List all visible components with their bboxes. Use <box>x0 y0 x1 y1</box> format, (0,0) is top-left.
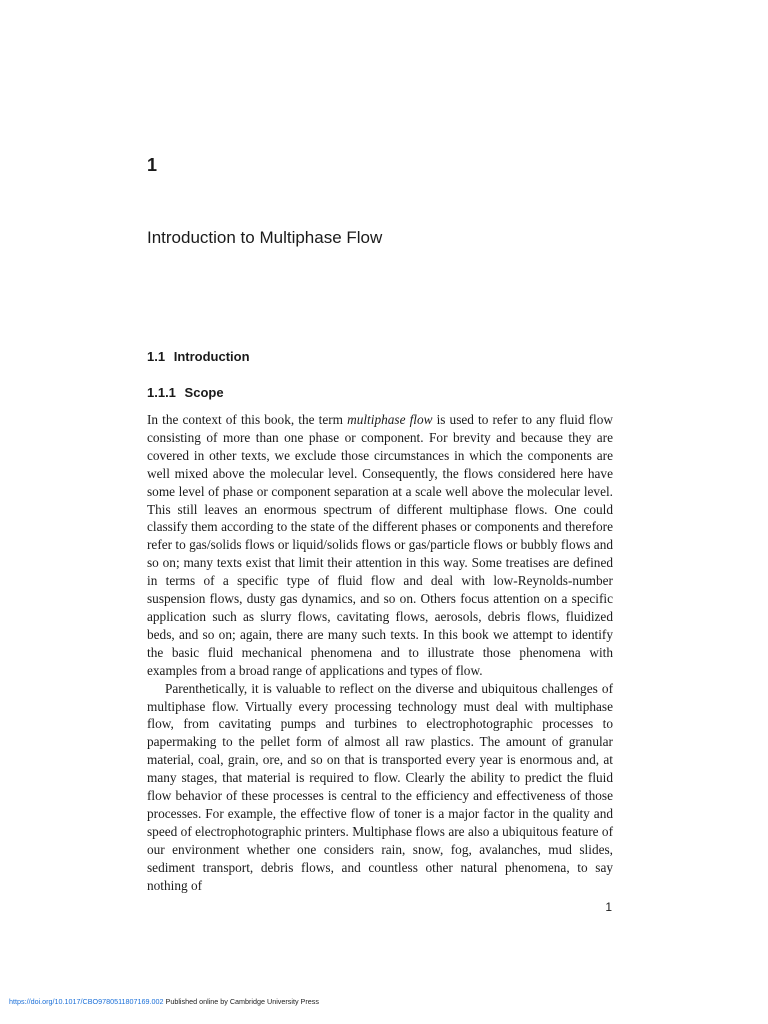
body-text <box>147 411 613 894</box>
paragraph-1 <box>147 411 613 680</box>
page-number: 1 <box>605 900 612 914</box>
paragraph-2: Parenthetically, it is valuable to reflect on the diverse and ubiquitous challenges of multiphase flow. Virtually every processing technology must deal with multiphase flow, from cavitating pumps and turbines to electrophotographic processes to papermaking to the pellet form of almost all raw plastics. The amount of granular material, coal, grain, ore, and so on that is transported every year is enormous and, at many stages, that material is required to flow. Clearly the ability to predict the fluid flow behavior of these processes is central to the efficiency and effectiveness of those processes. For example, the effective flow of toner is a major factor in the quality and speed of electrophotographic printers. Multiphase flows are also a ubiquitous feature of our environment whether one considers rain, snow, fog, avalanches, mud slides, sediment transport, debris flows, and countless other natural phenomena, to say nothing of <box>147 680 613 893</box>
paragraph-1-rest: is used to refer to any fluid flow consisting of more than one phase or component. For brevity and because they are covered in other texts, we exclude those circumstances in which the components are well mixed above the molecular level. Consequently, the flows considered here have some level of phase or component separation at a scale well above the molecular level. This still leaves an enormous spectrum of different multiphase flows. One could classify them according to the state of the different phases or components and therefore refer to gas/solids flows or liquid/solids flows or gas/particle flows or bubbly flows and so on; many texts exist that limit their attention in this way. Some treatises are defined in terms of a specific type of fluid flow and deal with low-Reynolds-number suspension flows, dusty gas dynamics, and so on. Others focus attention on a specific application such as slurry flows, cavitating flows, aerosols, debris flows, fluidized beds, and so on; again, there are many such texts. In this book we attempt to identify the basic fluid mechanical phenomena and to illustrate those phenomena with examples from a broad range of applications and types of flow. <box>147 412 614 678</box>
subsection-heading <box>147 385 224 400</box>
term-multiphase-flow: multiphase flow <box>347 412 433 427</box>
doi-link[interactable]: https://doi.org/10.1017/CBO9780511807169.002 <box>9 997 164 1006</box>
chapter-title: Introduction to Multiphase Flow <box>147 228 383 247</box>
subsection-number: 1.1.1 <box>147 385 176 400</box>
paragraph-1-start: In the context of this book, the term <box>147 412 348 427</box>
subsection-title: Scope <box>184 385 224 400</box>
chapter-number: 1 <box>147 155 158 175</box>
footer <box>9 997 319 1006</box>
publisher-note: Published online by Cambridge University Press <box>163 997 319 1006</box>
section-title: Introduction <box>173 349 250 364</box>
section-heading <box>147 349 250 364</box>
section-number: 1.1 <box>147 349 166 364</box>
